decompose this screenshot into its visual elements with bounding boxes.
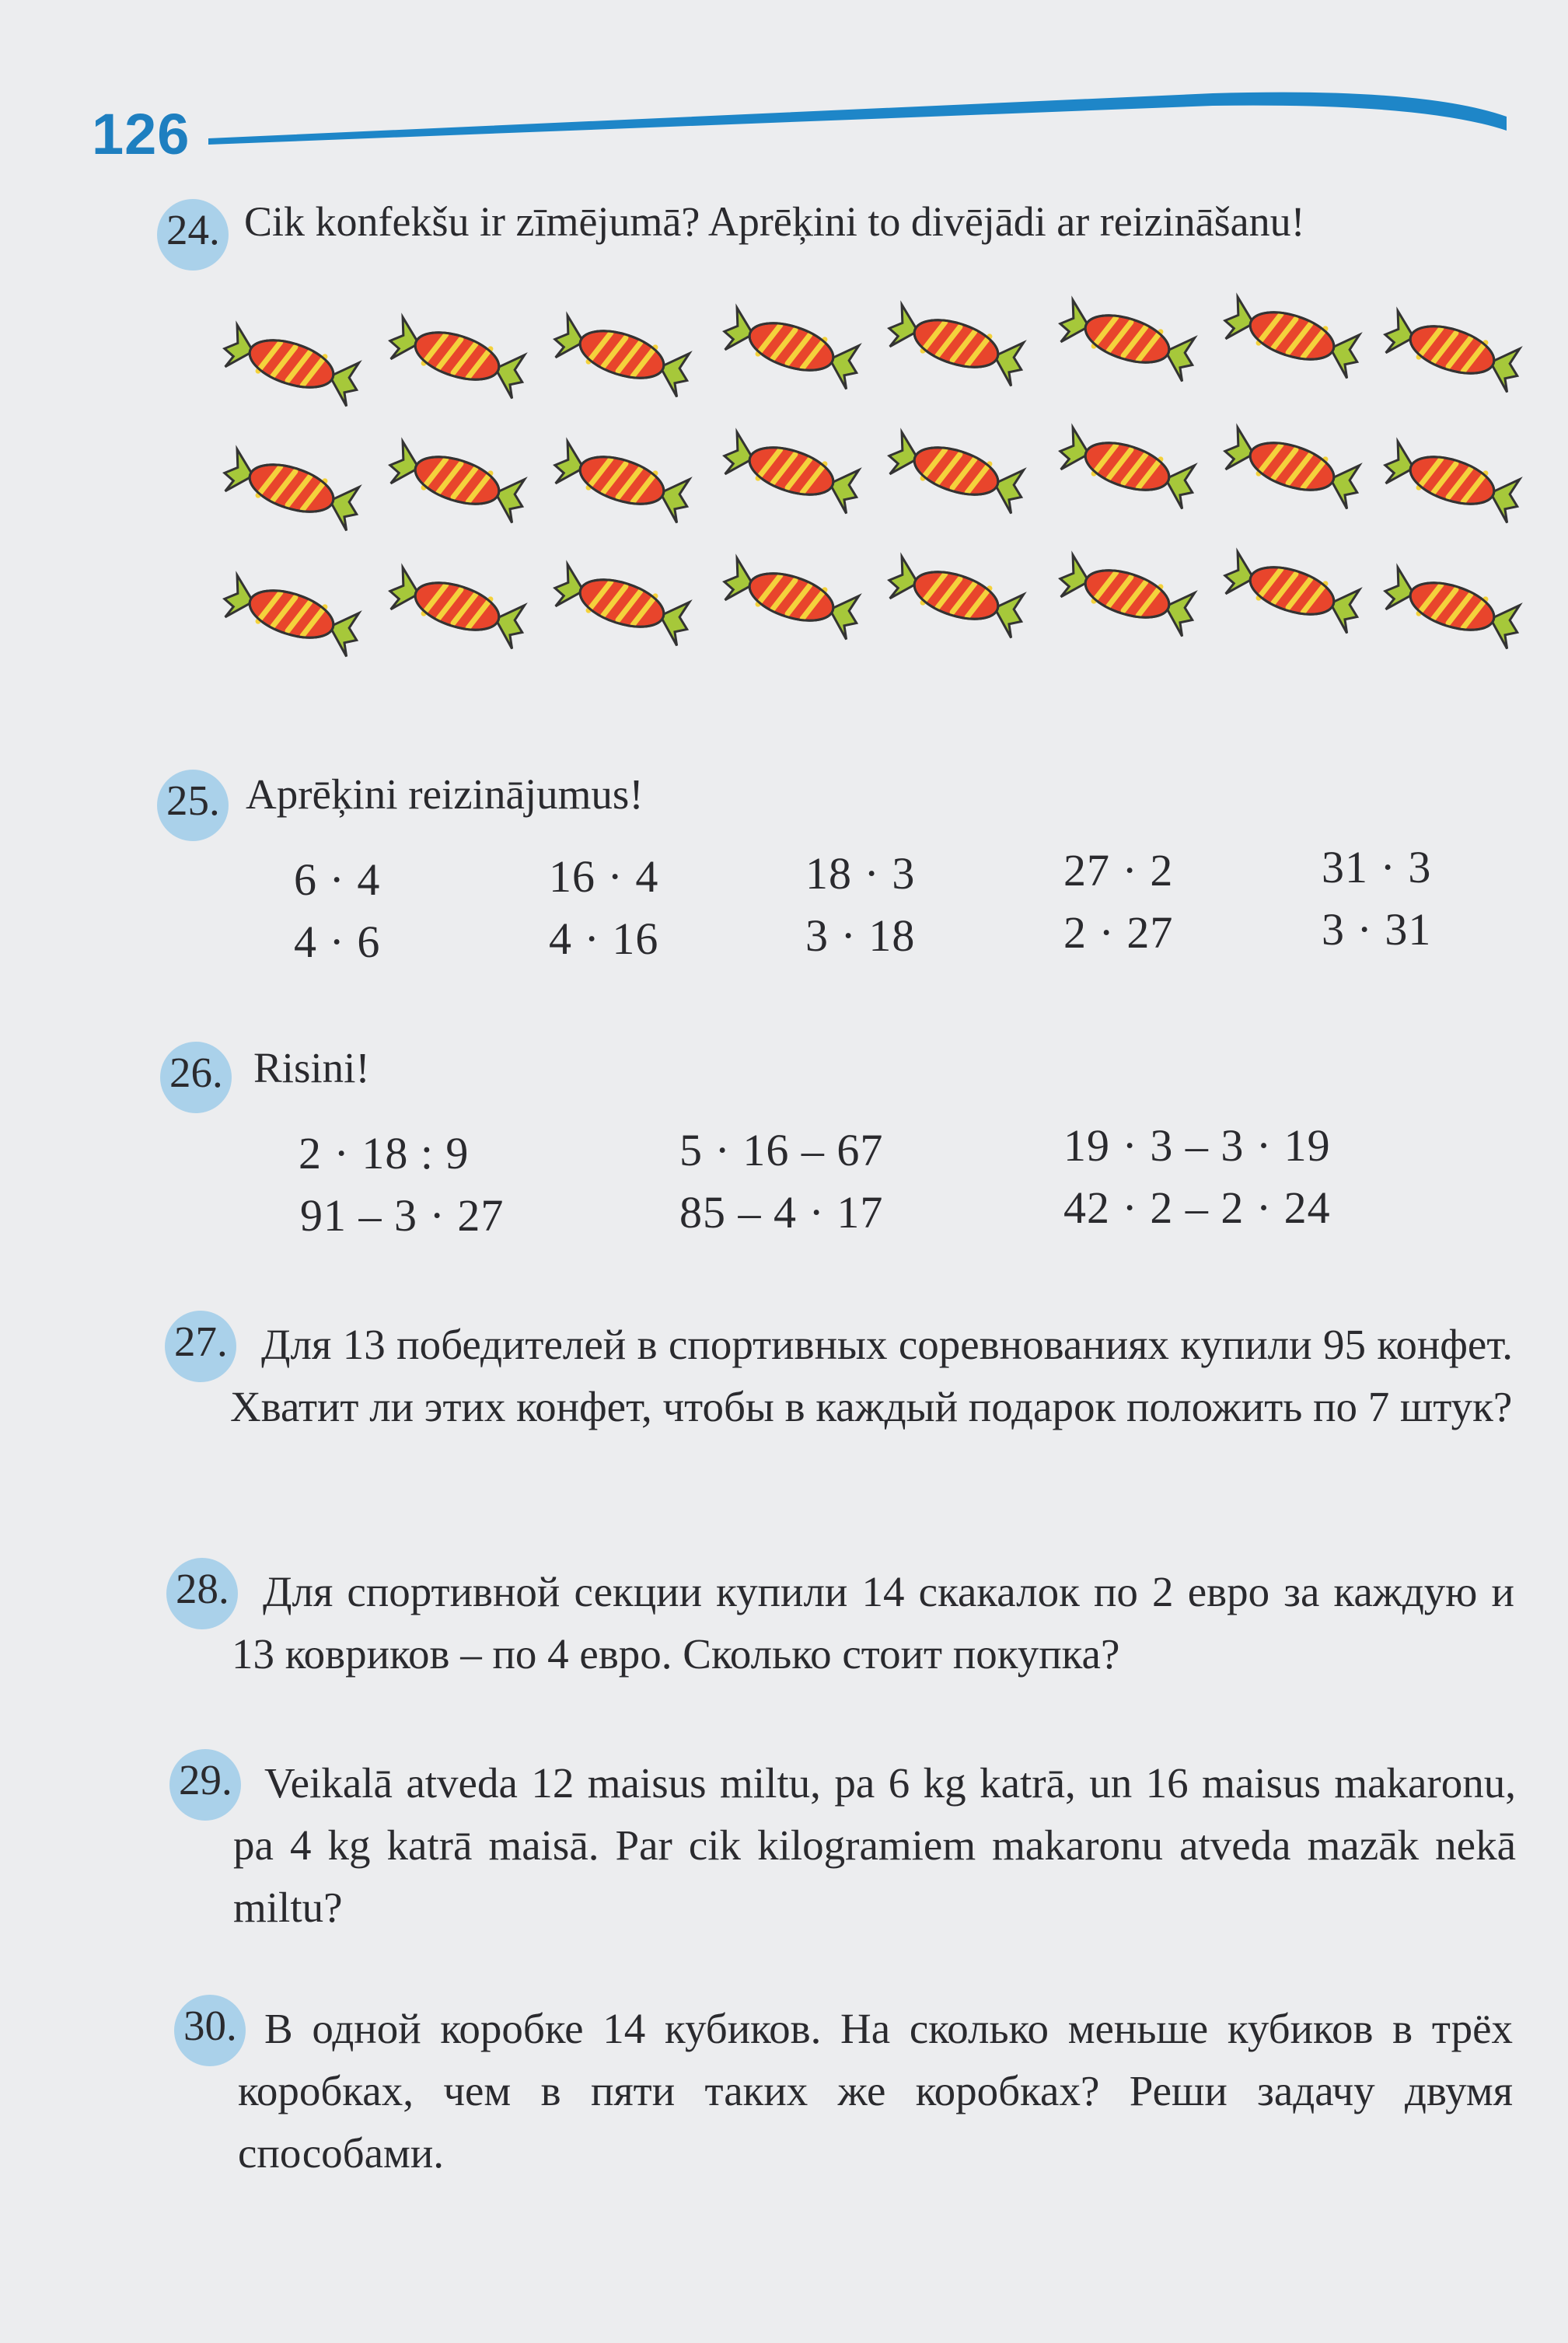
task-25-number: 25. [166,777,220,824]
task-25-expression: 16 · 4 [549,851,659,902]
task-26-expression: 85 – 4 · 17 [679,1187,884,1238]
candy-icon [1055,424,1200,510]
task-29-text: Veikalā atveda 12 maisus miltu, pa 6 kg katrā, un 16 maisus makaronu, pa 4 kg katrā maisā. Par cik kilogramiem makaronu atveda mazāk nekā miltu? [233,1759,1516,1931]
candy-icon [884,302,1029,387]
task-24-number: 24. [166,206,220,253]
candy-icon [884,429,1029,515]
task-28-number: 28. [176,1565,229,1612]
candy-icon [1380,308,1525,393]
task-26-expression: 5 · 16 – 67 [679,1125,884,1175]
task-26-expression: 91 – 3 · 27 [300,1190,505,1241]
candy-grid [0,0,1568,700]
page-number: 126 [92,102,190,166]
task-25-expression: 18 · 3 [805,848,916,899]
task-26-expression: 19 · 3 – 3 · 19 [1063,1120,1331,1171]
task-24-text: Cik konfekšu ir zīmējumā? Aprēķini to divējādi ar reizināšanu! [244,198,1305,245]
task-25-text: Aprēķini reizinājumus! [246,770,644,818]
task-25-expression: 4 · 16 [549,913,659,964]
candy-icon [550,313,695,398]
candy-icon [1380,564,1525,650]
task-28-text: Для спортивной секции купили 14 скакалок по 2 евро за каждую и 13 ковриков – по 4 евро. Сколько стоит покупка? [232,1568,1514,1678]
candy-icon [550,561,695,647]
candy-icon [884,553,1029,639]
candy-icon [1055,297,1200,382]
task-27-text: Для 13 победителей в спортивных соревнованиях купили 95 конфет. Хватит ли этих конфет, чтобы в каждый подарок положить по 7 штук? [230,1321,1513,1430]
task-26-expression: 2 · 18 : 9 [299,1128,470,1178]
task-26-number: 26. [169,1049,223,1096]
task-25-expression: 2 · 27 [1063,907,1174,958]
task-30-text: В одной коробке 14 кубиков. На сколько меньше кубиков в трёх коробках, чем в пяти таких же коробках? Реши задачу двумя способами. [238,2005,1513,2177]
candy-icon [719,429,864,515]
task-26-text: Risini! [253,1044,370,1091]
candy-icon [1055,552,1200,637]
task-27-number: 27. [174,1318,228,1365]
candy-icon [1220,424,1365,510]
candy-icon [719,305,864,390]
candy-icon [385,564,530,650]
candy-icon [719,555,864,641]
candy-icon [1220,549,1365,634]
candy-icon [550,438,695,524]
candy-icon [219,322,365,407]
task-29-number: 29. [179,1756,232,1804]
candy-icon [1380,438,1525,524]
candy-icon [1220,294,1365,379]
task-25-expression: 3 · 31 [1322,904,1432,955]
candy-icon [385,314,530,400]
task-25-expression: 31 · 3 [1322,842,1432,892]
task-30-number: 30. [183,2002,237,2049]
task-25-expression: 4 · 6 [294,917,381,967]
task-25-expression: 3 · 18 [805,910,916,961]
task-25-expression: 27 · 2 [1063,845,1174,896]
candy-icon [219,572,365,658]
candy-icon [385,438,530,524]
task-26-expression: 42 · 2 – 2 · 24 [1063,1182,1331,1233]
task-25-expression: 6 · 4 [294,854,381,905]
candy-icon [219,446,365,532]
